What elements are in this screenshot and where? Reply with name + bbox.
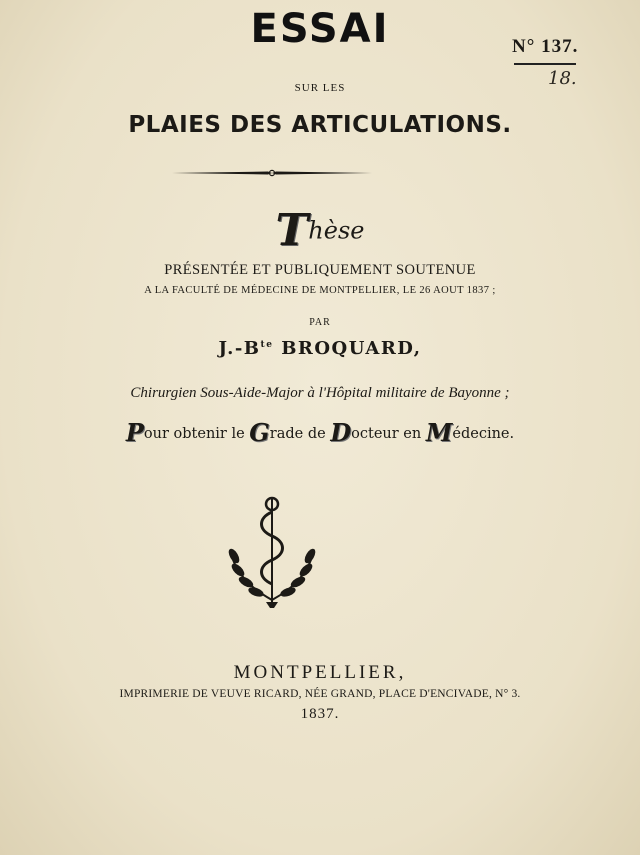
catalog-number: N° 137. [512,36,579,57]
faculty-date-line: A LA FACULTÉ DE MÉDECINE DE MONTPELLIER, LE 26 AOUT 1837 ; [144,285,496,296]
presentation-line: PRÉSENTÉE ET PUBLIQUEMENT SOUTENUE [164,262,476,278]
title-connector: SUR LES [294,82,346,94]
degree-text-2: rade de [269,426,331,442]
ornamental-rule-divider [172,169,372,177]
catalog-underline [514,63,576,65]
degree-initial-p: P [125,418,144,447]
imprint-printer: IMPRIMERIE DE VEUVE RICARD, NÉE GRAND, PLACE D'ENCIVADE, N° 3. [119,688,521,700]
degree-text-3: octeur en [351,426,426,442]
degree-initial-g: G [249,418,270,447]
author-initials-sup: te [260,340,274,350]
title-essai: ESSAI [250,6,390,52]
these-heading [0,205,640,256]
author-role: Chirurgien Sous-Aide-Major à l'Hôpital militaire de Bayonne ; [130,385,510,401]
degree-line [0,418,640,447]
author-surname: BROQUARD, [281,338,422,359]
these-initial: T [275,205,309,256]
handwritten-mark: 18. [548,68,577,89]
imprint-year: 1837. [300,706,340,722]
caduceus-laurel-emblem-icon [222,490,322,610]
degree-text-4: édecine. [452,426,515,442]
main-title: PLAIES DES ARTICULATIONS. [128,112,512,138]
par-label: PAR [309,317,331,328]
imprint-city: MONTPELLIER, [233,662,407,683]
degree-initial-d: D [330,418,352,447]
degree-initial-m: M [425,418,453,447]
author-initials: J.-B [218,338,261,359]
degree-text-1: our obtenir le [143,426,250,442]
author-name [0,338,640,359]
these-rest: hèse [308,216,365,245]
